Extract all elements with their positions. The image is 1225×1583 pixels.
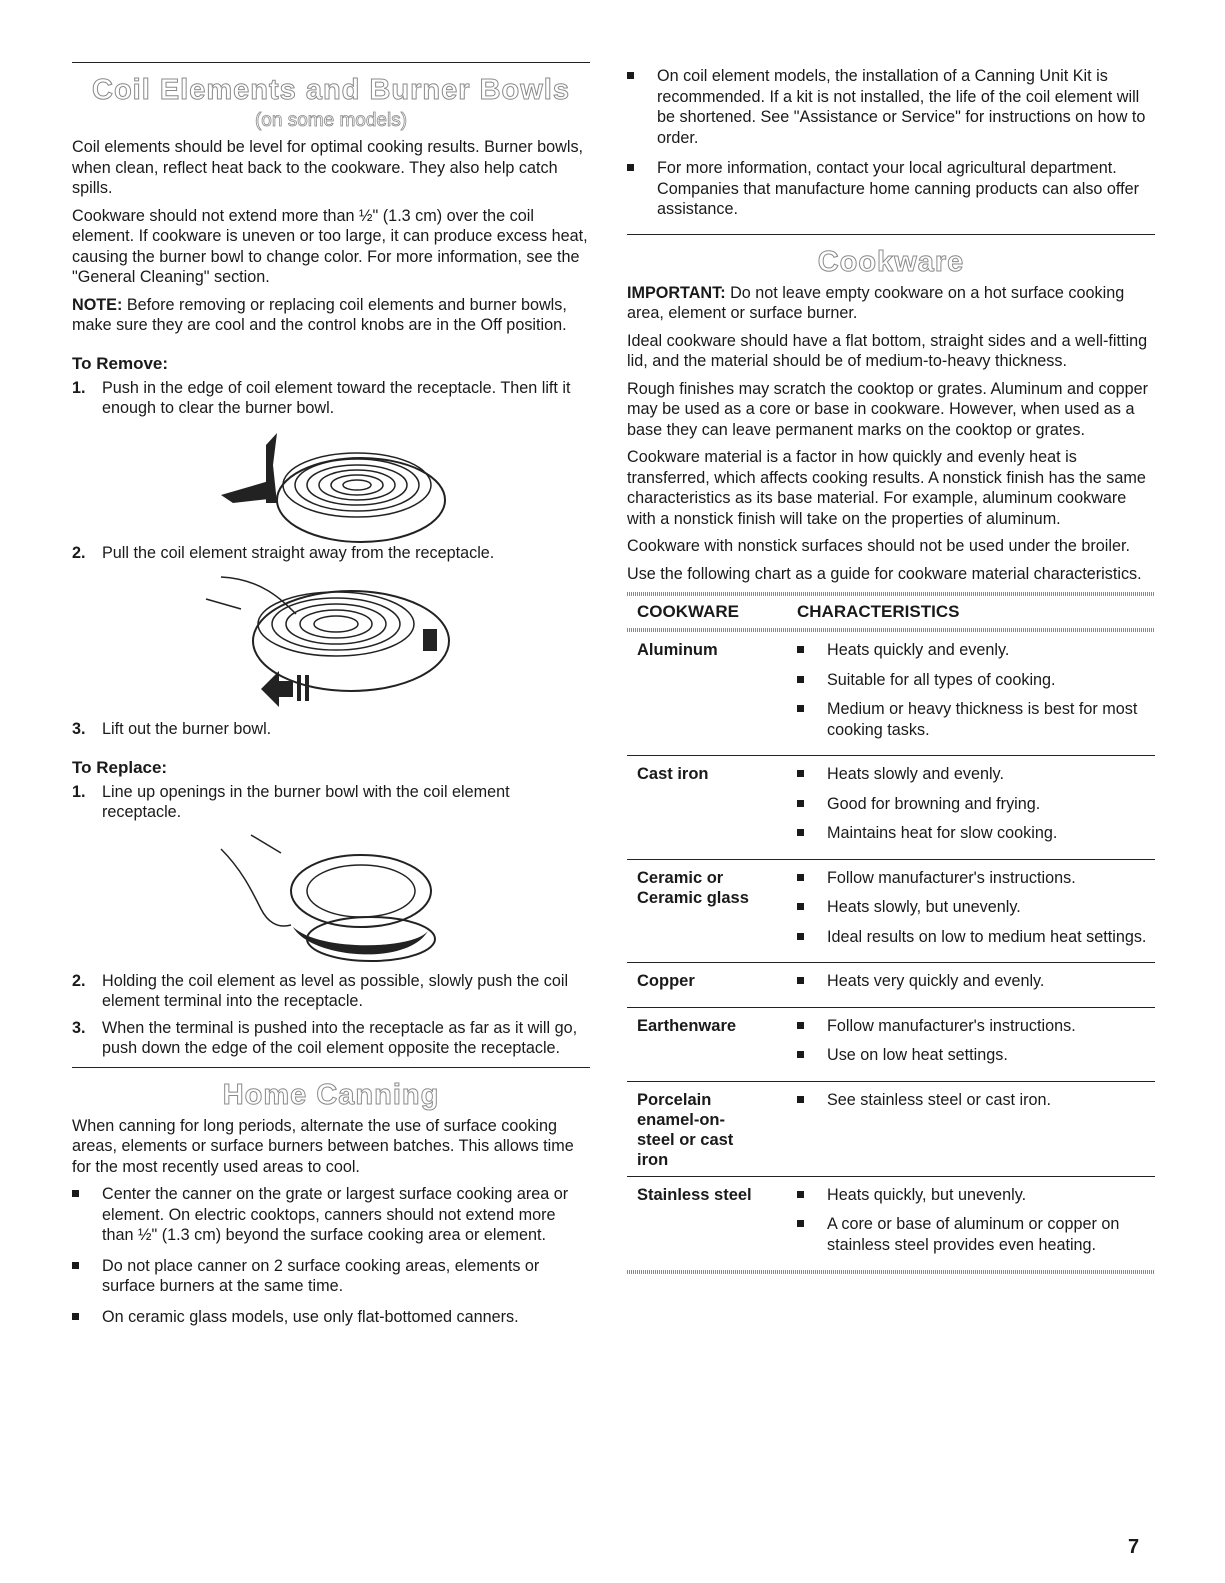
table-row [627, 1008, 1155, 1082]
characteristic-item [797, 1214, 1155, 1255]
characteristics-list [797, 1090, 1155, 1170]
coil-paragraph: Coil elements should be level for optimal cooking results. Burner bowls, when clean, reflect heat back to the cookware. They also help catch spills. [72, 138, 584, 197]
table-header-row [627, 596, 1155, 628]
characteristic-text: Heats quickly, but unevenly. [827, 1185, 1027, 1204]
bullet-marker [797, 1090, 827, 1111]
characteristic-item [797, 640, 1155, 661]
bullet-marker [797, 1045, 827, 1066]
bullet-marker [797, 823, 827, 844]
characteristic-text: Heats very quickly and evenly. [827, 972, 1045, 990]
bullet-marker [797, 670, 827, 691]
cookware-paragraph: Use the following chart as a guide for cookware material characteristics. [627, 564, 1142, 583]
note-label: NOTE: [72, 295, 123, 314]
figure-lift-coil-element [211, 425, 451, 543]
characteristic-item [797, 927, 1155, 948]
material-name: Stainless steel [637, 1185, 752, 1204]
material-name: Copper [637, 972, 695, 990]
right-column [627, 66, 1155, 1274]
section-divider [72, 1067, 590, 1068]
material-name: Ceramic or Ceramic glass [637, 868, 749, 907]
characteristic-item [797, 764, 1155, 785]
characteristic-text: A core or base of aluminum or copper on stainless steel provides even heating. [827, 1215, 1120, 1254]
characteristics-list [797, 640, 1155, 749]
bullet-text: For more information, contact your local agricultural department. Companies that manufacture home canning products can also offer assistance. [657, 159, 1140, 218]
bullet-marker [797, 699, 827, 740]
characteristic-text: Medium or heavy thickness is best for most cooking tasks. [827, 700, 1138, 739]
coil-paragraph: Cookware should not extend more than ½" (1.3 cm) over the coil element. If cookware is uneven or too large, it can produce excess heat, causing the burner bowl to change color. For more information, see the "General Cleaning" section. [72, 206, 588, 286]
bullet-marker [797, 971, 827, 992]
important-text: Do not leave empty cookware on a hot surface cooking area, element or surface burner. [627, 283, 1125, 322]
left-column [72, 62, 590, 1337]
characteristics-list [797, 1185, 1155, 1265]
characteristic-item [797, 971, 1155, 992]
cookware-paragraph: Cookware with nonstick surfaces should not be used under the broiler. [627, 537, 1130, 555]
characteristic-item [797, 1045, 1155, 1066]
step-text: Lift out the burner bowl. [102, 720, 272, 738]
table-header-characteristics: CHARACTERISTICS [797, 602, 960, 621]
step-number: 2. [72, 543, 86, 562]
characteristic-text: Suitable for all types of cooking. [827, 670, 1056, 689]
characteristic-text: Maintains heat for slow cooking. [827, 824, 1058, 842]
bullet-text: Center the canner on the grate or largest surface cooking area or element. On electric cooktops, canners should not extend more than ½" (1.3 cm) beyond the surface cooking area or element. [102, 1185, 569, 1244]
remove-heading: To Remove: [72, 353, 169, 373]
bullet-marker [72, 1256, 102, 1297]
cookware-paragraph: Cookware material is a factor in how quickly and evenly heat is transferred, which affects cooking results. A nonstick finish has the same characteristics as its base material. For example, aluminum cookware with a nonstick finish will take on the properties of aluminum. [627, 448, 1146, 528]
table-row [627, 963, 1155, 1008]
characteristic-text: Follow manufacturer's instructions. [827, 1016, 1076, 1035]
figure-pull-coil-element [201, 569, 461, 719]
bullet-marker [797, 640, 827, 661]
characteristic-item [797, 868, 1155, 889]
bullet-marker [797, 764, 827, 785]
bullet-marker [797, 1185, 827, 1206]
characteristics-list [797, 764, 1155, 853]
section-title-cookware: Cookware [817, 245, 965, 278]
replace-heading: To Replace: [72, 757, 168, 777]
table-body [627, 632, 1155, 1270]
cookware-table [627, 592, 1155, 1274]
material-name: Porcelain enamel-on-steel or cast iron [637, 1090, 734, 1169]
characteristics-list [797, 1016, 1155, 1075]
page-number: 7 [1128, 1536, 1140, 1558]
characteristic-item [797, 794, 1155, 815]
characteristic-item [797, 670, 1155, 691]
material-name: Cast iron [637, 765, 709, 783]
characteristics-list [797, 971, 1155, 1001]
table-border [627, 1270, 1155, 1274]
replace-step [72, 782, 590, 823]
characteristic-text: Use on low heat settings. [827, 1046, 1008, 1064]
step-text: Holding the coil element as level as possible, slowly push the coil element terminal into the receptacle. [102, 971, 569, 1010]
bullet-marker [797, 868, 827, 889]
bullet-marker [797, 1214, 827, 1255]
step-text: Line up openings in the burner bowl with the coil element receptacle. [102, 782, 510, 821]
cookware-important [627, 283, 1155, 324]
bullet-marker [72, 1184, 102, 1246]
step-number: 2. [72, 971, 86, 990]
characteristic-text: Good for browning and frying. [827, 794, 1041, 813]
step-text: When the terminal is pushed into the receptacle as far as it will go, push down the edge of the coil element opposite the receptacle. [102, 1018, 578, 1057]
canning-bullet [627, 158, 1155, 220]
remove-step [72, 719, 590, 740]
characteristic-text: Ideal results on low to medium heat settings. [827, 927, 1147, 946]
coil-note [72, 295, 590, 336]
replace-step [72, 1018, 590, 1059]
characteristic-text: Heats slowly and evenly. [827, 765, 1004, 783]
figure-replace-burner-bowl [211, 829, 451, 971]
characteristic-text: Follow manufacturer's instructions. [827, 868, 1076, 887]
cookware-paragraph: Ideal cookware should have a flat bottom, straight sides and a well-fitting lid, and the material should be of medium-to-heavy thickness. [627, 331, 1148, 370]
cookware-paragraph: Rough finishes may scratch the cooktop or grates. Aluminum and copper may be used as a core or base in cookware. However, when used as a base they can leave permanent marks on the cooktop or grates. [627, 379, 1148, 439]
note-text: Before removing or replacing coil elements and burner bowls, make sure they are cool and the control knobs are in the Off position. [72, 295, 567, 334]
characteristic-item [797, 1090, 1155, 1111]
remove-step [72, 543, 590, 564]
characteristic-item [797, 1185, 1155, 1206]
section-subtitle-coil: (on some models) [254, 110, 408, 131]
canning-intro: When canning for long periods, alternate the use of surface cooking areas, elements or surface burners between batches. This allows time for the most recently used areas to cool. [72, 1116, 574, 1176]
table-row [627, 632, 1155, 756]
canning-bullet [72, 1256, 590, 1297]
replace-step [72, 971, 590, 1012]
bullet-marker [627, 66, 657, 148]
characteristic-text: See stainless steel or cast iron. [827, 1090, 1052, 1109]
section-divider [627, 234, 1155, 235]
table-row [627, 1082, 1155, 1177]
table-row [627, 756, 1155, 860]
material-name: Aluminum [637, 641, 718, 659]
bullet-marker [72, 1307, 102, 1328]
characteristic-item [797, 897, 1155, 918]
step-number: 3. [72, 720, 86, 738]
characteristic-text: Heats quickly and evenly. [827, 641, 1010, 659]
important-label: IMPORTANT: [627, 283, 726, 302]
bullet-marker [797, 897, 827, 918]
section-title-canning: Home Canning [222, 1078, 440, 1111]
characteristic-item [797, 699, 1155, 740]
bullet-text: On ceramic glass models, use only flat-bottomed canners. [102, 1307, 519, 1326]
step-number: 1. [72, 782, 86, 801]
bullet-marker [797, 794, 827, 815]
bullet-text: On coil element models, the installation of a Canning Unit Kit is recommended. If a kit is not installed, the life of the coil element will be shortened. See "Assistance or Service" for instructions on how to order. [657, 67, 1146, 147]
canning-bullet [72, 1307, 590, 1328]
step-text: Push in the edge of coil element toward the receptacle. Then lift it enough to clear the burner bowl. [102, 378, 571, 417]
step-text: Pull the coil element straight away from the receptacle. [102, 543, 495, 562]
table-header-cookware: COOKWARE [637, 602, 739, 621]
characteristic-item [797, 823, 1155, 844]
bullet-marker [797, 927, 827, 948]
canning-bullet [627, 66, 1155, 148]
bullet-text: Do not place canner on 2 surface cooking areas, elements or surface burners at the same time. [102, 1256, 540, 1295]
table-row [627, 1177, 1155, 1271]
material-name: Earthenware [637, 1016, 737, 1035]
step-number: 3. [72, 1018, 86, 1037]
table-row [627, 860, 1155, 964]
bullet-marker [627, 158, 657, 220]
characteristic-text: Heats slowly, but unevenly. [827, 898, 1021, 916]
characteristic-item [797, 1016, 1155, 1037]
canning-bullet [72, 1184, 590, 1246]
section-title-coil: Coil Elements and Burner Bowls [92, 74, 570, 106]
remove-step [72, 378, 590, 419]
step-number: 1. [72, 378, 86, 397]
characteristics-list [797, 868, 1155, 957]
section-divider [72, 62, 590, 63]
bullet-marker [797, 1016, 827, 1037]
